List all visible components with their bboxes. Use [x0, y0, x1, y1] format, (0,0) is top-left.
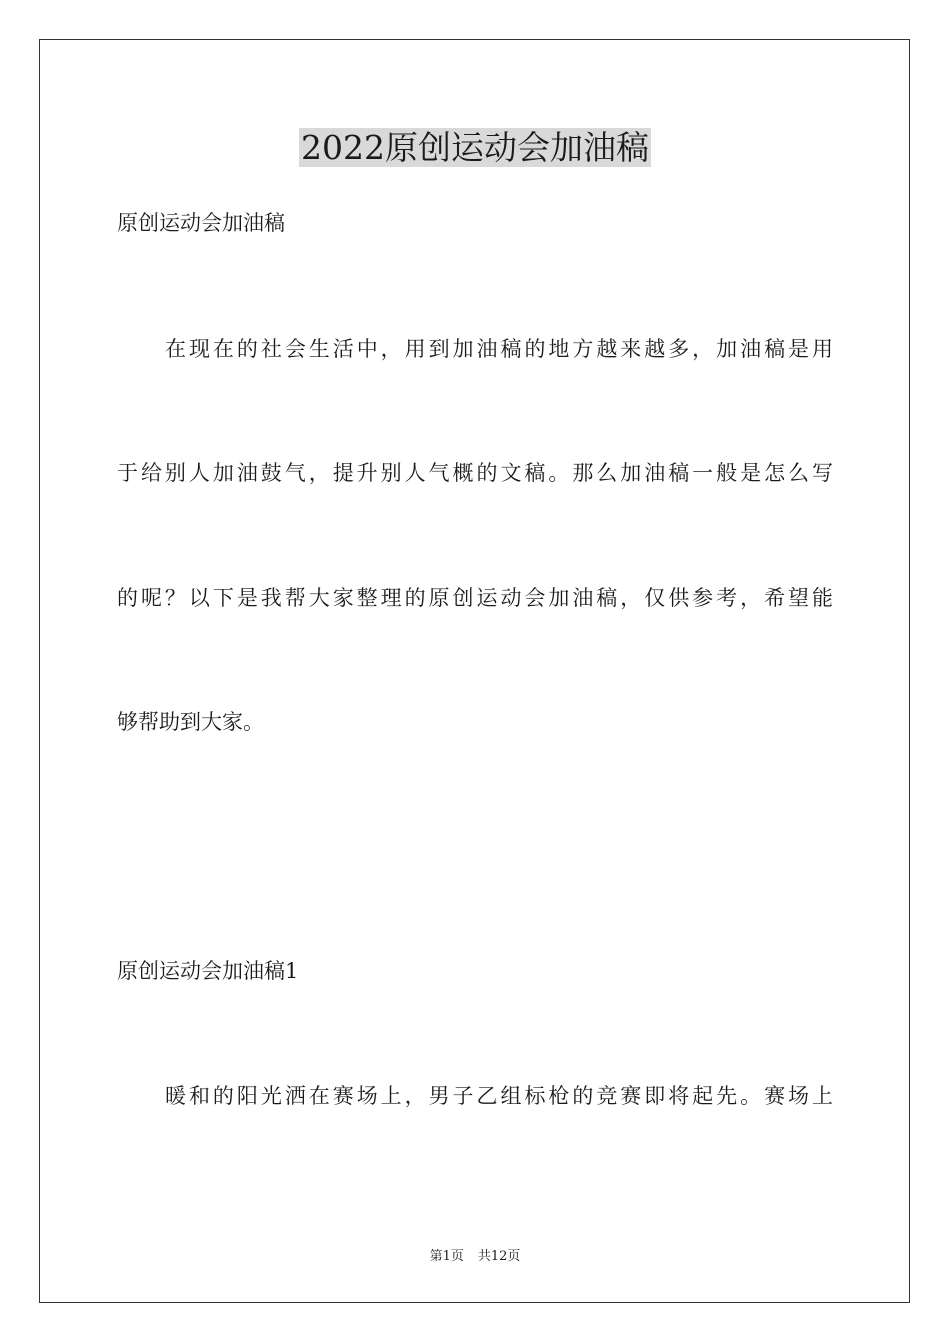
paragraph-line: 在现在的社会生活中，用到加油稿的地方越来越多，加油稿是用	[165, 337, 833, 361]
paragraph-line: 够帮助到大家。	[117, 710, 264, 734]
section-heading: 原创运动会加油稿1	[117, 959, 299, 983]
document-title-text: 2022原创运动会加油稿	[301, 128, 649, 167]
document-title	[0, 126, 950, 170]
page-footer	[0, 1248, 950, 1266]
paragraph-line: 于给别人加油鼓气，提升别人气概的文稿。那么加油稿一般是怎么写	[117, 461, 833, 485]
section-heading: 原创运动会加油稿	[117, 211, 285, 235]
paragraph-line: 暖和的阳光洒在赛场上，男子乙组标枪的竞赛即将起先。赛场上	[165, 1084, 833, 1108]
paragraph-line: 的呢？以下是我帮大家整理的原创运动会加油稿，仅供参考，希望能	[117, 586, 833, 610]
page-number: 第1页	[429, 1249, 464, 1264]
page-count: 共12页	[477, 1249, 521, 1264]
